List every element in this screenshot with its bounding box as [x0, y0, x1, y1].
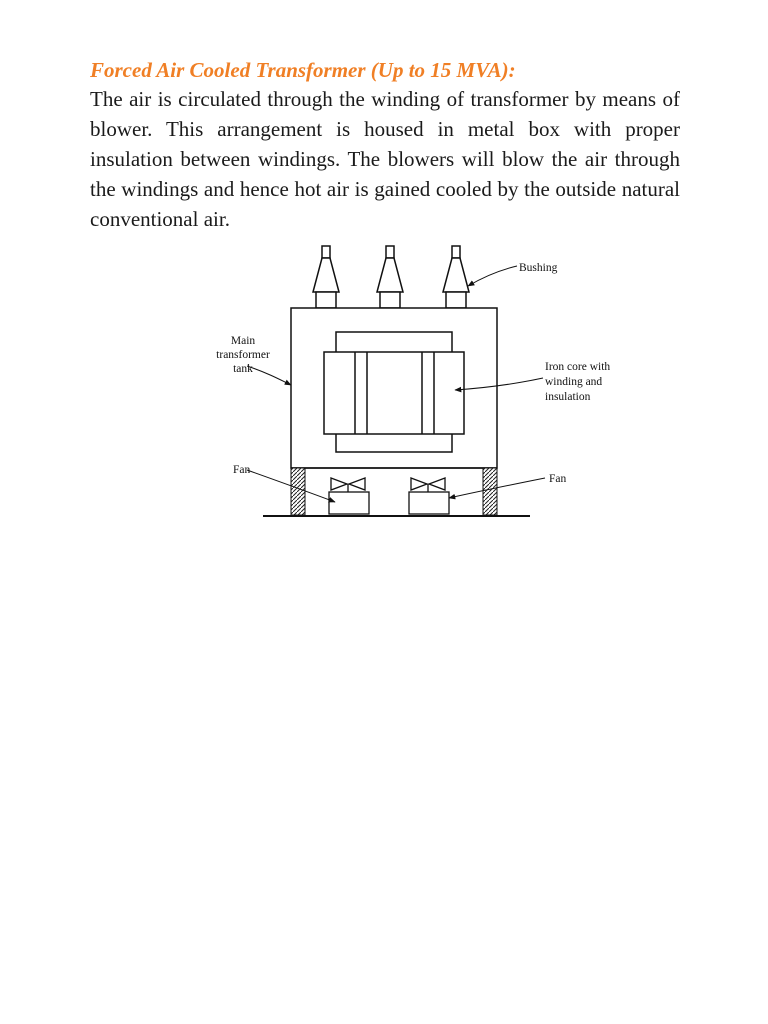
insulation-left	[291, 468, 305, 515]
main-tank-label-line3: tank	[233, 363, 253, 375]
bushing-right	[443, 246, 469, 308]
insulation-right	[483, 468, 497, 515]
bushing-middle	[377, 246, 403, 308]
fan-right-label: Fan	[549, 473, 567, 485]
main-tank-label-line1: Main	[230, 335, 256, 347]
main-tank-label-line2: transformer	[216, 349, 270, 361]
transformer-diagram	[185, 240, 630, 525]
fan-left	[329, 478, 369, 514]
fan-right	[409, 478, 449, 514]
section-heading: Forced Air Cooled Transformer (Up to 15 MVA):	[90, 58, 516, 82]
fan-left-label: Fan	[233, 464, 251, 476]
body-paragraph: The air is circulated through the winding of transformer by means of blower. This arrangement is housed in metal box with proper insulation between windings. The blowers will blow the air through the windings and hence hot air is gained cooled by the outside natural conventional air.	[90, 87, 680, 231]
core-label-line2: winding and	[545, 376, 603, 388]
core-label-line3: insulation	[545, 391, 591, 403]
core-label-line1: Iron core with	[545, 361, 611, 373]
bushing-leader	[468, 266, 517, 286]
bushing-label: Bushing	[519, 262, 558, 274]
bushing-left	[313, 246, 339, 308]
main-tank-leader	[247, 366, 291, 385]
